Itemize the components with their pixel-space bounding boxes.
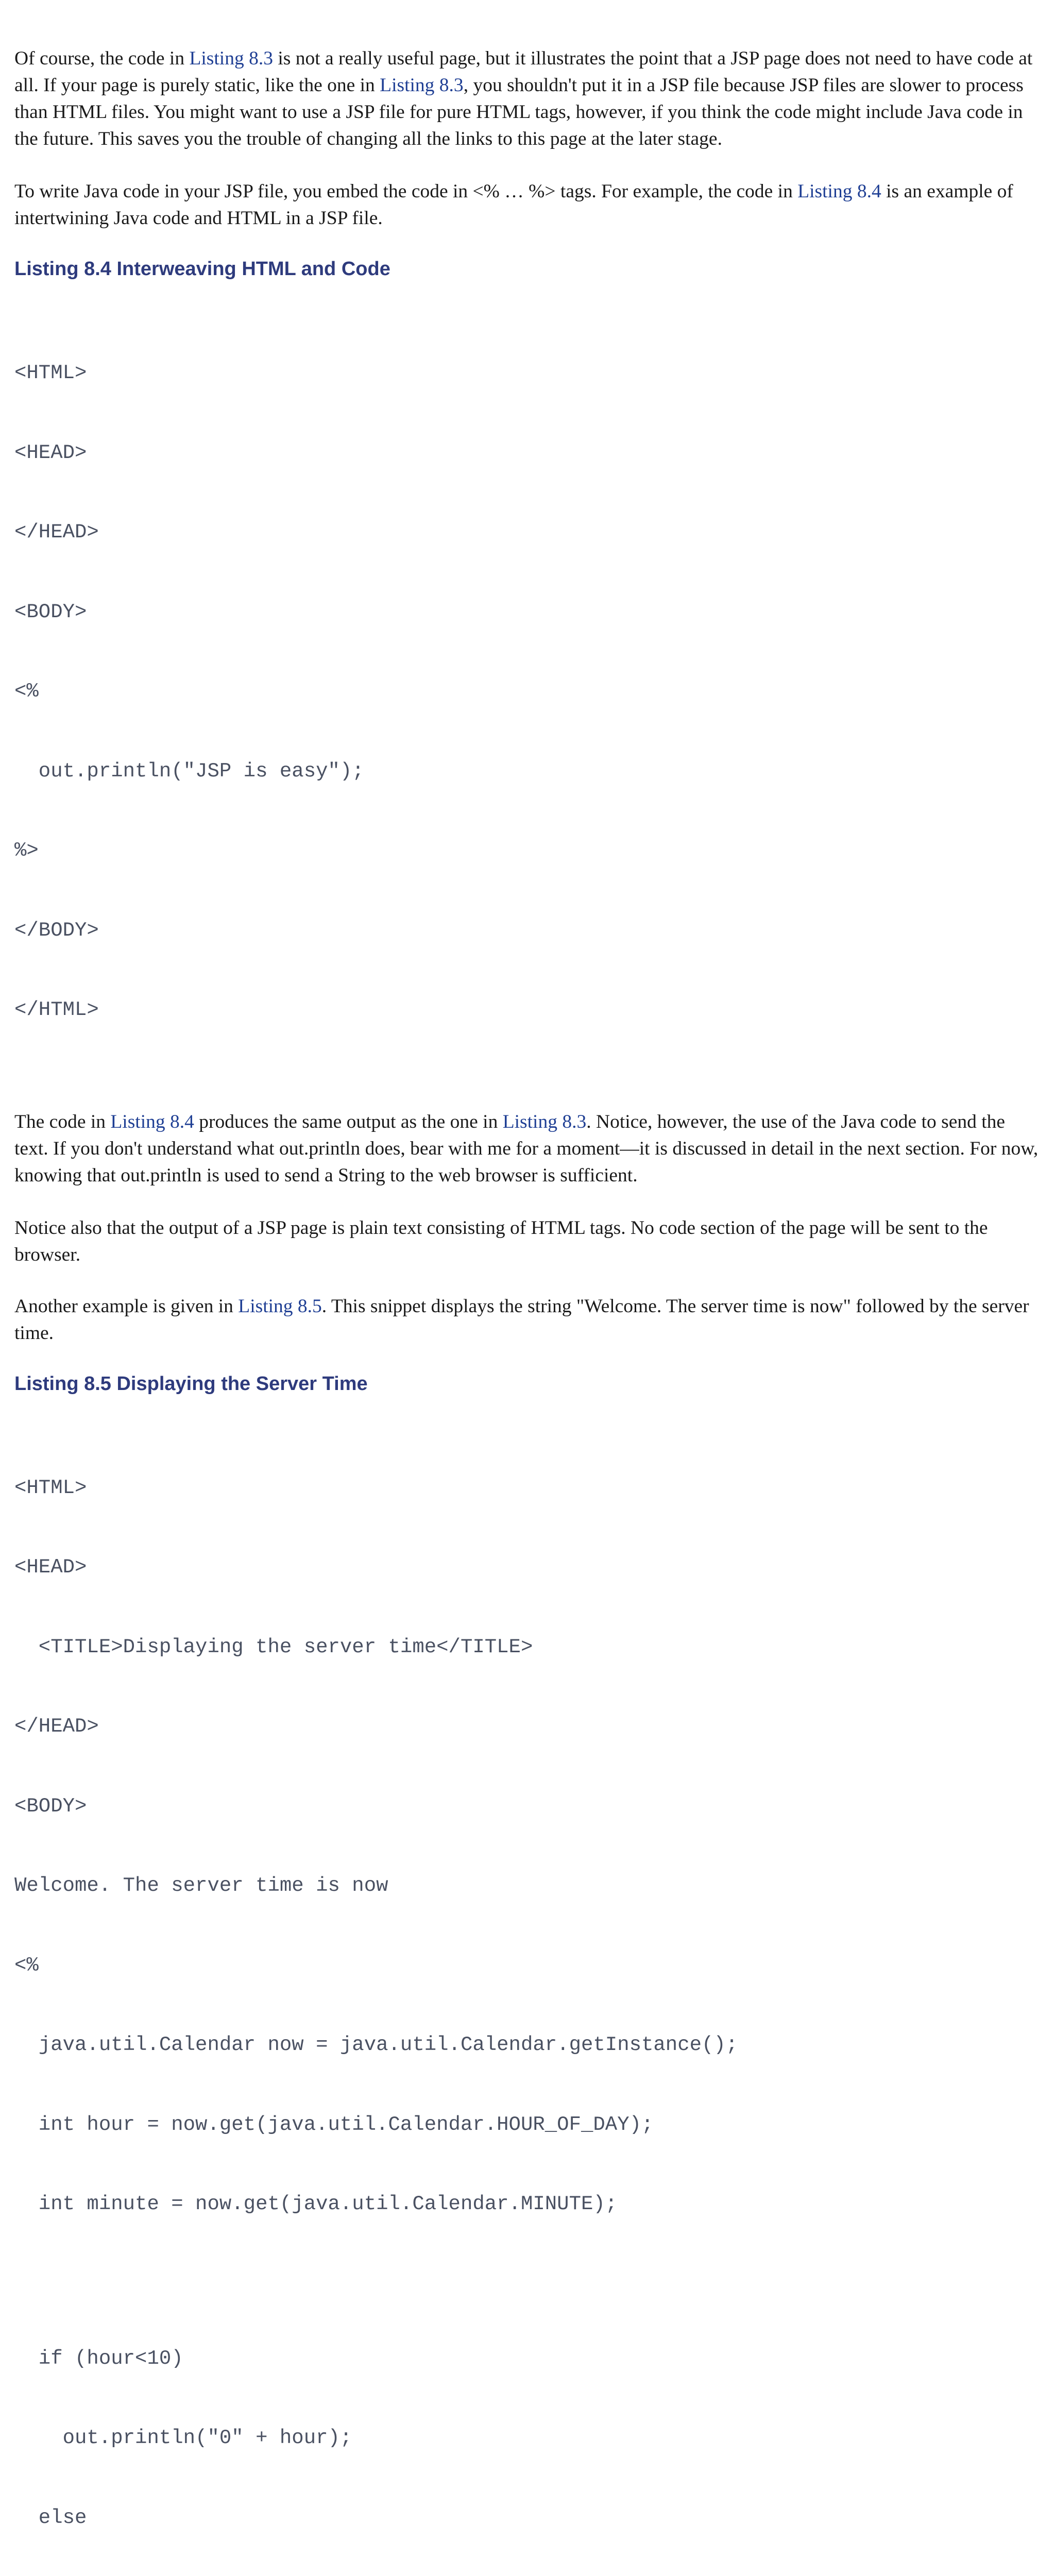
code-line: </HEAD> bbox=[14, 519, 1043, 546]
code-line: <HTML> bbox=[14, 1475, 1043, 1502]
paragraph-text: . This snippet displays the string "Welcome. The server time is now" followed by the server time. bbox=[14, 1296, 1029, 1344]
paragraph-text: The code in bbox=[14, 1111, 110, 1132]
listing-8-3-link[interactable]: Listing 8.3 bbox=[189, 48, 273, 69]
paragraph-4: Notice also that the output of a JSP page is plain text consisting of HTML tags. No code section of the page will be sent to the browser. bbox=[14, 1215, 1043, 1268]
document-body bbox=[14, 45, 1043, 2576]
code-line: int hour = now.get(java.util.Calendar.HOUR_OF_DAY); bbox=[14, 2112, 1043, 2139]
paragraph-text: To write Java code in your JSP file, you embed the code in <% … %> tags. For example, the code in bbox=[14, 181, 797, 202]
paragraph-text: Another example is given in bbox=[14, 1296, 238, 1317]
code-line: out.println("0" + hour); bbox=[14, 2425, 1043, 2452]
code-line: </BODY> bbox=[14, 918, 1043, 944]
paragraph-3 bbox=[14, 1109, 1043, 1189]
code-line: <% bbox=[14, 679, 1043, 705]
paragraph-2 bbox=[14, 178, 1043, 232]
code-block-listing-8-4 bbox=[14, 307, 1043, 1077]
code-line: <BODY> bbox=[14, 1793, 1043, 1820]
listing-8-4-link[interactable]: Listing 8.4 bbox=[797, 181, 881, 202]
code-line: int minute = now.get(java.util.Calendar.MINUTE); bbox=[14, 2191, 1043, 2218]
listing-8-4-heading: Listing 8.4 Interweaving HTML and Code bbox=[14, 257, 1043, 281]
code-line: <HEAD> bbox=[14, 1554, 1043, 1581]
code-line: </HTML> bbox=[14, 997, 1043, 1024]
code-block-listing-8-5 bbox=[14, 1422, 1043, 2576]
code-line: else bbox=[14, 2505, 1043, 2532]
code-line: Welcome. The server time is now bbox=[14, 1873, 1043, 1900]
paragraph-text: , you shouldn't put it in a JSP file because JSP files are slower to process than HTML files. You might want to use a JSP file for pure HTML tags, however, if you think the code might include Java code in the future. This saves you the trouble of changing all the links to this page at the later stage. bbox=[14, 75, 1024, 149]
code-line: </HEAD> bbox=[14, 1714, 1043, 1740]
code-line: <TITLE>Displaying the server time</TITLE> bbox=[14, 1634, 1043, 1661]
listing-8-3-link[interactable]: Listing 8.3 bbox=[503, 1111, 587, 1132]
code-blank-line bbox=[14, 2271, 1043, 2293]
paragraph-text: is an example of intertwining Java code and HTML in a JSP file. bbox=[14, 181, 1013, 229]
code-line: out.println("JSP is easy"); bbox=[14, 758, 1043, 785]
paragraph-text: Of course, the code in bbox=[14, 48, 189, 69]
code-line: <% bbox=[14, 1953, 1043, 1979]
code-line: %> bbox=[14, 838, 1043, 865]
listing-8-3-link[interactable]: Listing 8.3 bbox=[380, 75, 464, 96]
listing-8-4-link[interactable]: Listing 8.4 bbox=[110, 1111, 194, 1132]
code-line: <HEAD> bbox=[14, 440, 1043, 467]
paragraph-1 bbox=[14, 45, 1043, 152]
listing-8-5-heading: Listing 8.5 Displaying the Server Time bbox=[14, 1371, 1043, 1396]
code-line: if (hour<10) bbox=[14, 2346, 1043, 2372]
paragraph-5 bbox=[14, 1293, 1043, 1347]
code-line: java.util.Calendar now = java.util.Calendar.getInstance(); bbox=[14, 2032, 1043, 2059]
paragraph-text: is not a really useful page, but it illustrates the point that a JSP page does not need to have code at all. If your page is purely static, like the one in bbox=[14, 48, 1032, 96]
listing-8-5-link[interactable]: Listing 8.5 bbox=[238, 1296, 322, 1317]
code-line: <HTML> bbox=[14, 360, 1043, 387]
paragraph-text: produces the same output as the one in bbox=[194, 1111, 503, 1132]
code-line: <BODY> bbox=[14, 599, 1043, 626]
paragraph-text: . Notice, however, the use of the Java code to send the text. If you don't understand what out.println does, bear with me for a moment—it is discussed in detail in the next section. For now, knowing that out.println is used to send a String to the web browser is sufficient. bbox=[14, 1111, 1038, 1186]
